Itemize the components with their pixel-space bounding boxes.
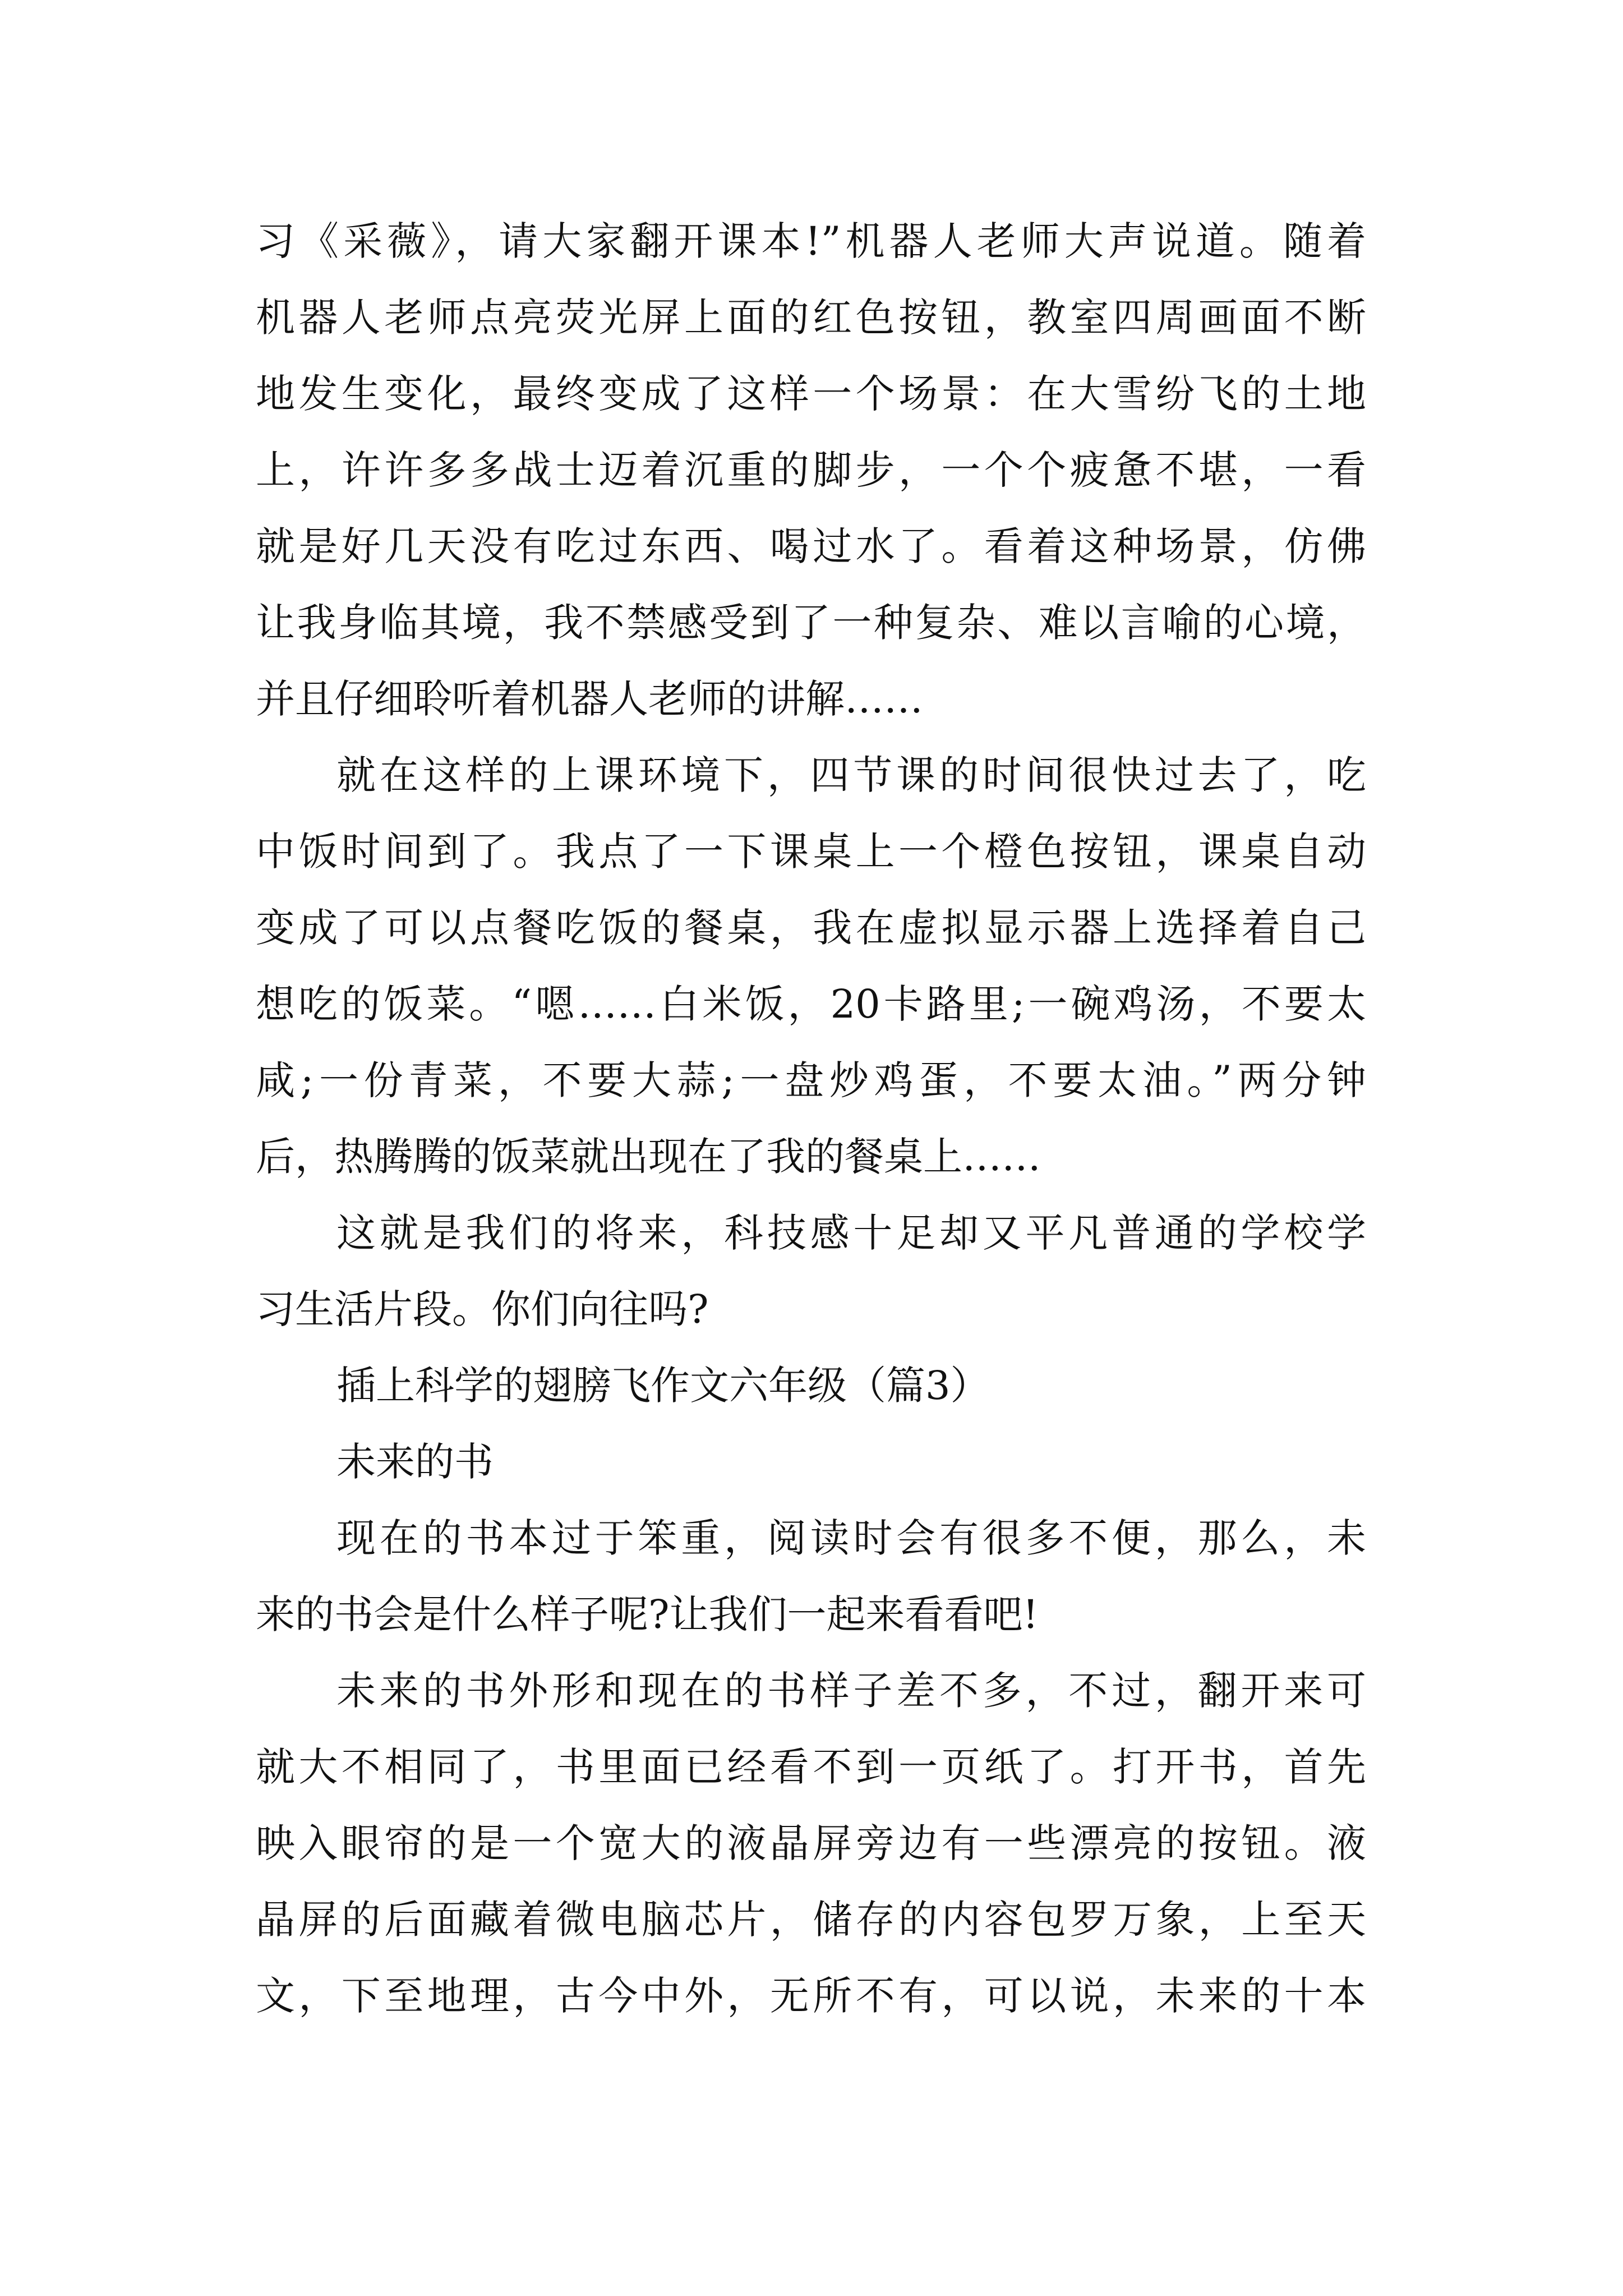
text-line: 映入眼帘的是一个宽大的液晶屏旁边有一些漂亮的按钮。液 [256,1820,1366,1866]
text-line: 并且仔细聆听着机器人老师的讲解…… [256,676,923,722]
essay-title: 未来的书 [336,1439,494,1485]
text-line: 机器人老师点亮荧光屏上面的红色按钮，教室四周画面不断 [256,295,1366,341]
text-line: 中饭时间到了。我点了一下课桌上一个橙色按钮，课桌自动 [256,829,1366,875]
text-line: 晶屏的后面藏着微电脑芯片，储存的内容包罗万象，上至天 [256,1897,1366,1943]
text-line: 咸;一份青菜，不要大蒜;一盘炒鸡蛋，不要太油。”两分钟 [256,1057,1366,1103]
paragraph-first-line: 这就是我们的将来，科技感十足却又平凡普通的学校学 [336,1210,1366,1256]
paragraph-first-line: 就在这样的上课环境下，四节课的时间很快过去了，吃 [336,752,1366,798]
text-line: 变成了可以点餐吃饭的餐桌，我在虚拟显示器上选择着自己 [256,905,1366,951]
paragraph-first-line: 现在的书本过于笨重，阅读时会有很多不便，那么，未 [336,1515,1366,1561]
text-line: 习《采薇》，请大家翻开课本!”机器人老师大声说道。随着 [256,218,1366,264]
text-line: 上，许许多多战士迈着沉重的脚步，一个个疲惫不堪，一看 [256,447,1366,493]
paragraph-first-line: 未来的书外形和现在的书样子差不多，不过，翻开来可 [336,1668,1366,1714]
text-line: 来的书会是什么样子呢?让我们一起来看看吧! [256,1591,1039,1637]
text-line: 就大不相同了，书里面已经看不到一页纸了。打开书，首先 [256,1744,1366,1790]
text-line: 让我身临其境，我不禁感受到了一种复杂、难以言喻的心境， [256,600,1366,646]
section-heading: 插上科学的翅膀飞作文六年级（篇3） [336,1363,990,1409]
text-line: 就是好几天没有吃过东西、喝过水了。看着这种场景，仿佛 [256,523,1366,569]
text-line: 地发生变化，最终变成了这样一个场景：在大雪纷飞的土地 [256,371,1366,417]
text-line: 想吃的饭菜。“嗯……白米饭，20卡路里;一碗鸡汤，不要太 [256,981,1366,1027]
text-line: 后，热腾腾的饭菜就出现在了我的餐桌上…… [256,1134,1041,1180]
text-line: 习生活片段。你们向往吗? [256,1286,709,1332]
text-line: 文，下至地理，古今中外，无所不有，可以说，未来的十本 [256,1973,1366,2019]
